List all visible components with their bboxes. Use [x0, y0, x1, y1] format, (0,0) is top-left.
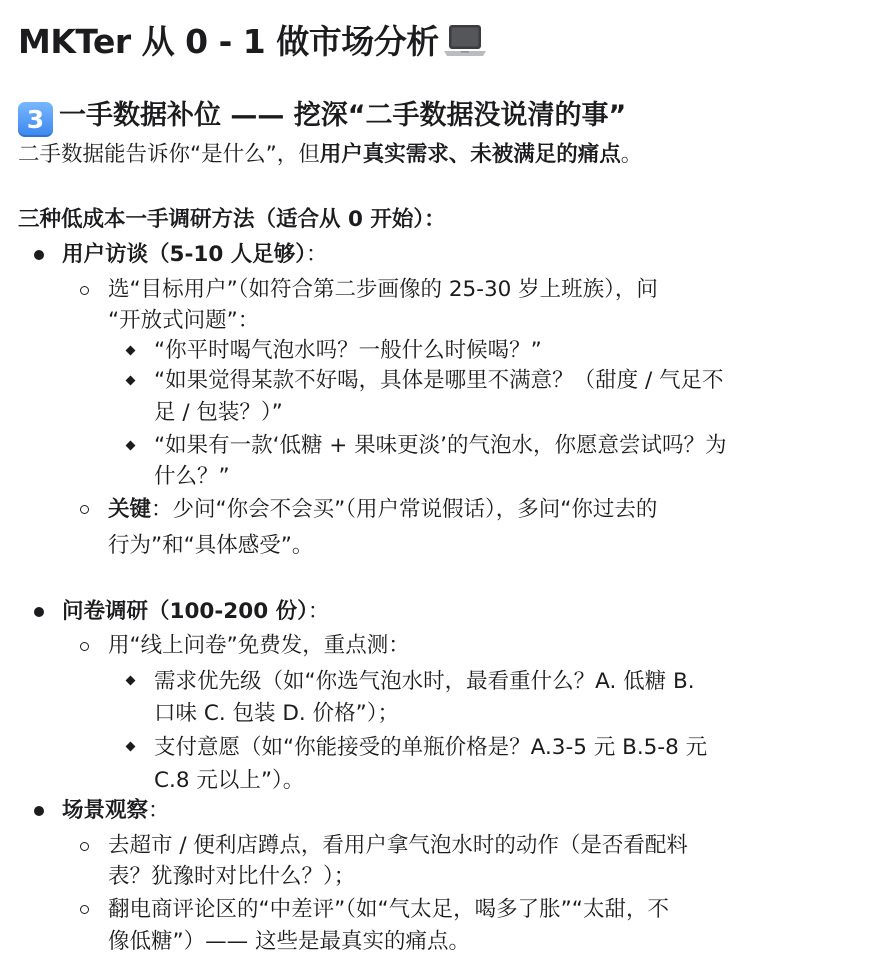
intro-emphasis: 用户真实需求、未被满足的痛点 [319, 142, 621, 167]
question-3-line1: “如果有一款‘低糖 + 果味更淡’的气泡水，你愿意尝试吗？为 [154, 433, 727, 458]
bullet-diamond [126, 441, 136, 451]
bullet-circle [80, 642, 89, 651]
laptop-icon [443, 23, 487, 59]
interviews-heading-text: 用户访谈（5-10 人足够） [62, 242, 307, 267]
bullet-dot [34, 250, 44, 260]
key-line2: 行为”和“具体感受”。 [108, 533, 314, 558]
observation-heading [62, 795, 170, 827]
bullet-diamond [126, 346, 136, 356]
observation-item1-line2: 表？犹豫时对比什么？）； [108, 864, 356, 889]
survey-heading [62, 596, 329, 628]
survey-heading-text: 问卷调研（100-200 份） [62, 599, 308, 624]
survey-detail1-line1: 需求优先级（如“你选气泡水时，最看重什么？A. 低糖 B. [154, 669, 695, 694]
question-1: “你平时喝气泡水吗？一般什么时候喝？” [154, 338, 542, 363]
bullet-circle [80, 505, 89, 514]
survey-colon: ： [307, 599, 330, 624]
question-3-line2: 什么？” [154, 464, 230, 489]
observation-item1-line1: 去超市 / 便利店蹲点，看用户拿气泡水时的动作（是否看配料 [108, 833, 688, 858]
methods-heading: 三种低成本一手调研方法（适合从 0 开始）： [18, 207, 446, 232]
bullet-diamond [126, 376, 136, 386]
bullet-dot [34, 806, 44, 816]
bullet-diamond [126, 676, 136, 686]
interviews-item1-line2: “开放式问题”： [108, 308, 260, 333]
interviews-heading [62, 239, 328, 271]
keycap-number-icon: 3 [18, 102, 53, 137]
section-heading-text: 一手数据补位 —— 挖深“二手数据没说清的事” [59, 100, 627, 131]
bullet-circle [80, 842, 89, 851]
section-heading [18, 92, 626, 140]
survey-item1: 用“线上问卷”免费发，重点测： [108, 633, 410, 658]
title-text: MKTer 从 0 - 1 做市场分析 [18, 22, 439, 61]
interviews-item1-line1: 选“目标用户”（如符合第二步画像的 25-30 岁上班族），问 [108, 277, 658, 302]
intro-end: 。 [620, 142, 643, 167]
bullet-circle [80, 286, 89, 295]
intro-text: 二手数据能告诉你“是什么”，但 [18, 142, 320, 167]
interviews-colon: ： [306, 242, 328, 267]
key-text: ：少问“你会不会买”（用户常说假话），多问“你过去的 [151, 497, 658, 522]
key-label: 关键 [108, 497, 152, 522]
observation-heading-text: 场景观察 [62, 798, 149, 823]
bullet-diamond [126, 742, 136, 752]
survey-detail2-line1: 支付意愿（如“你能接受的单瓶价格是？A.3-5 元 B.5-8 元 [154, 735, 708, 760]
key-line1 [108, 494, 657, 526]
intro-paragraph [18, 139, 642, 171]
survey-detail1-line2: 口味 C. 包装 D. 价格”）； [154, 701, 399, 726]
observation-item2-line2: 像低糖”）—— 这些是最真实的痛点。 [108, 929, 470, 954]
survey-detail2-line2: C.8 元以上”）。 [154, 768, 305, 793]
observation-item2-line1: 翻电商评论区的“中差评”（如“气太足，喝多了胀”“太甜，不 [108, 897, 669, 922]
observation-colon: ： [148, 798, 170, 823]
question-2-line2: 足 / 包装？）” [154, 400, 283, 425]
page-title [18, 14, 487, 70]
question-2-line1: “如果觉得某款不好喝，具体是哪里不满意？（甜度 / 气足不 [154, 368, 724, 393]
bullet-circle [80, 905, 89, 914]
bullet-dot [34, 607, 44, 617]
